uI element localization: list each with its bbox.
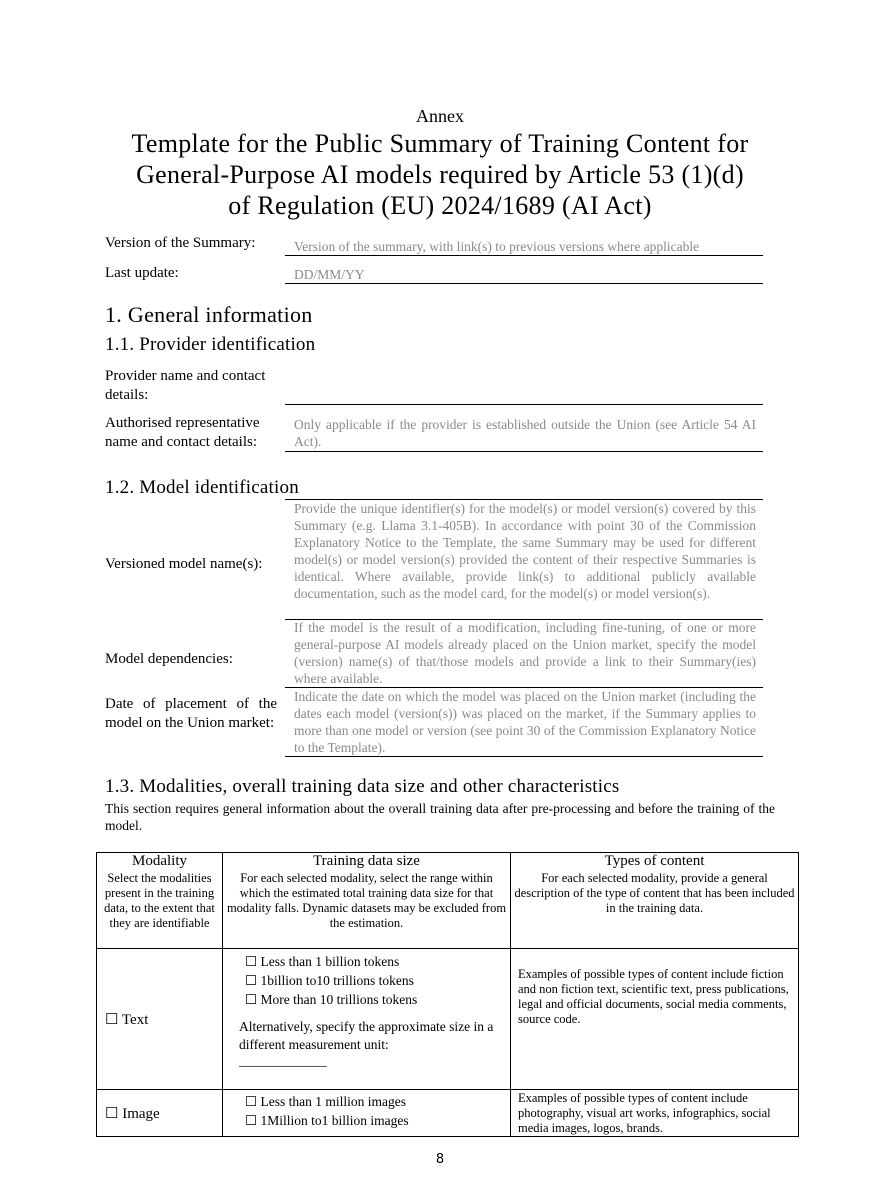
header-desc: For each selected modality, provide a general description of the type of content that has been included in the training data. — [514, 871, 795, 915]
last-update-field[interactable] — [285, 264, 763, 284]
header-title: Training data size — [313, 853, 420, 869]
text-content-description: Examples of possible types of content include fiction and non fiction text, scientific text, press publications, legal and official documents, social media comments, source code. — [518, 967, 789, 1026]
authorised-label: Authorised representative name and contact details: — [105, 415, 260, 450]
header-training-size — [223, 853, 511, 949]
size-option-checkbox[interactable]: ☐ Less than 1 billion tokens — [245, 954, 400, 969]
authorised-placeholder: Only applicable if the provider is established outside the Union (see Article 54 AI Act). — [294, 417, 756, 449]
table-header-row — [97, 853, 799, 949]
dependencies-placeholder: If the model is the result of a modification, including fine-tuning, of one or more general-purpose AI models already placed on the Union market, specify the model (version) name(s) of that/those models and provide a link to their Summary(ies) where available. — [294, 620, 756, 686]
placement-placeholder: Indicate the date on which the model was placed on the Union market (including the dates each model (version(s)) was placed on the market, if the Summary applies to more than one model or version (see point 30 of the Commission Explanatory Notice to the Template). — [294, 689, 756, 755]
document-title — [80, 128, 800, 221]
text-modality-checkbox[interactable]: ☐ Text — [97, 949, 223, 1090]
versioned-field[interactable] — [285, 499, 763, 620]
section-1-heading: 1. General information — [105, 302, 313, 327]
modalities-table — [96, 852, 799, 1137]
section-1-2-heading: 1.2. Model identification — [105, 477, 299, 498]
alternative-size-label: Alternatively, specify the approximate size in a different measurement unit: — [239, 1019, 494, 1052]
alternative-size-input[interactable]: _____________ — [239, 1053, 327, 1068]
dependencies-label: Model dependencies: — [105, 651, 233, 667]
authorised-field[interactable] — [285, 416, 763, 452]
header-title: Modality — [132, 853, 187, 869]
text-content-cell — [511, 949, 799, 1090]
size-option-checkbox[interactable]: ☐ Less than 1 million images — [245, 1094, 406, 1109]
size-option-checkbox[interactable]: ☐ 1Million to1 billion images — [245, 1113, 409, 1128]
placement-label: Date of placement of the model on the Union market: — [105, 696, 277, 731]
title-line: General-Purpose AI models required by Article 53 (1)(d) — [136, 160, 744, 189]
table-row — [97, 949, 799, 1090]
versioned-placeholder: Provide the unique identifier(s) for the model(s) or model version(s) covered by this Summary (e.g. Llama 3.1-405B). In accordance with point 30 of the Commission Explanatory Notice to the Template, the same Summary may be used for different model(s) or model version(s) provided the content of their respective Summaries is identical. Where available, provide link(s) to additional publicly available documentation, such as the model card, for the model(s) or model version(s). — [294, 501, 756, 601]
table-row — [97, 1090, 799, 1137]
header-modality — [97, 853, 223, 949]
versioned-label: Versioned model name(s): — [105, 556, 263, 572]
page-number: 8 — [435, 1152, 445, 1167]
title-line: of Regulation (EU) 2024/1689 (AI Act) — [228, 191, 652, 220]
version-field[interactable] — [285, 236, 763, 256]
image-size-cell — [223, 1090, 511, 1137]
last-update-label: Last update: — [105, 265, 179, 281]
dependencies-field[interactable] — [285, 619, 763, 688]
image-content-description: Examples of possible types of content include photography, visual art works, infographics, social media images, logos, brands. — [518, 1091, 771, 1135]
placement-field[interactable] — [285, 688, 763, 757]
section-1-3-heading: 1.3. Modalities, overall training data size and other characteristics — [105, 776, 620, 797]
text-size-cell — [223, 949, 511, 1090]
title-line: Template for the Public Summary of Training Content for — [131, 129, 749, 158]
section-1-3-intro: This section requires general information about the overall training data after pre-processing and before the training of the model. — [105, 801, 775, 833]
header-content-types — [511, 853, 799, 949]
provider-field[interactable] — [285, 370, 763, 405]
size-option-checkbox[interactable]: ☐ 1billion to10 trillions tokens — [245, 973, 414, 988]
provider-label: Provider name and contact details: — [105, 368, 266, 403]
header-desc: For each selected modality, select the range within which the estimated total training data size for that modality falls. Dynamic datasets may be excluded from the estimation. — [226, 871, 507, 930]
image-modality-checkbox[interactable]: ☐ Image — [97, 1090, 223, 1137]
image-content-cell — [511, 1090, 799, 1137]
header-desc: Select the modalities present in the training data, to the extent that they are identifiable — [104, 871, 215, 930]
last-update-placeholder: DD/MM/YY — [294, 267, 365, 282]
size-option-checkbox[interactable]: ☐ More than 10 trillions tokens — [245, 992, 418, 1007]
header-title: Types of content — [604, 853, 705, 869]
section-1-1-heading: 1.1. Provider identification — [105, 334, 316, 355]
version-label: Version of the Summary: — [105, 235, 256, 251]
version-placeholder: Version of the summary, with link(s) to previous versions where applicable — [294, 239, 700, 254]
annex-label: Annex — [416, 106, 464, 126]
